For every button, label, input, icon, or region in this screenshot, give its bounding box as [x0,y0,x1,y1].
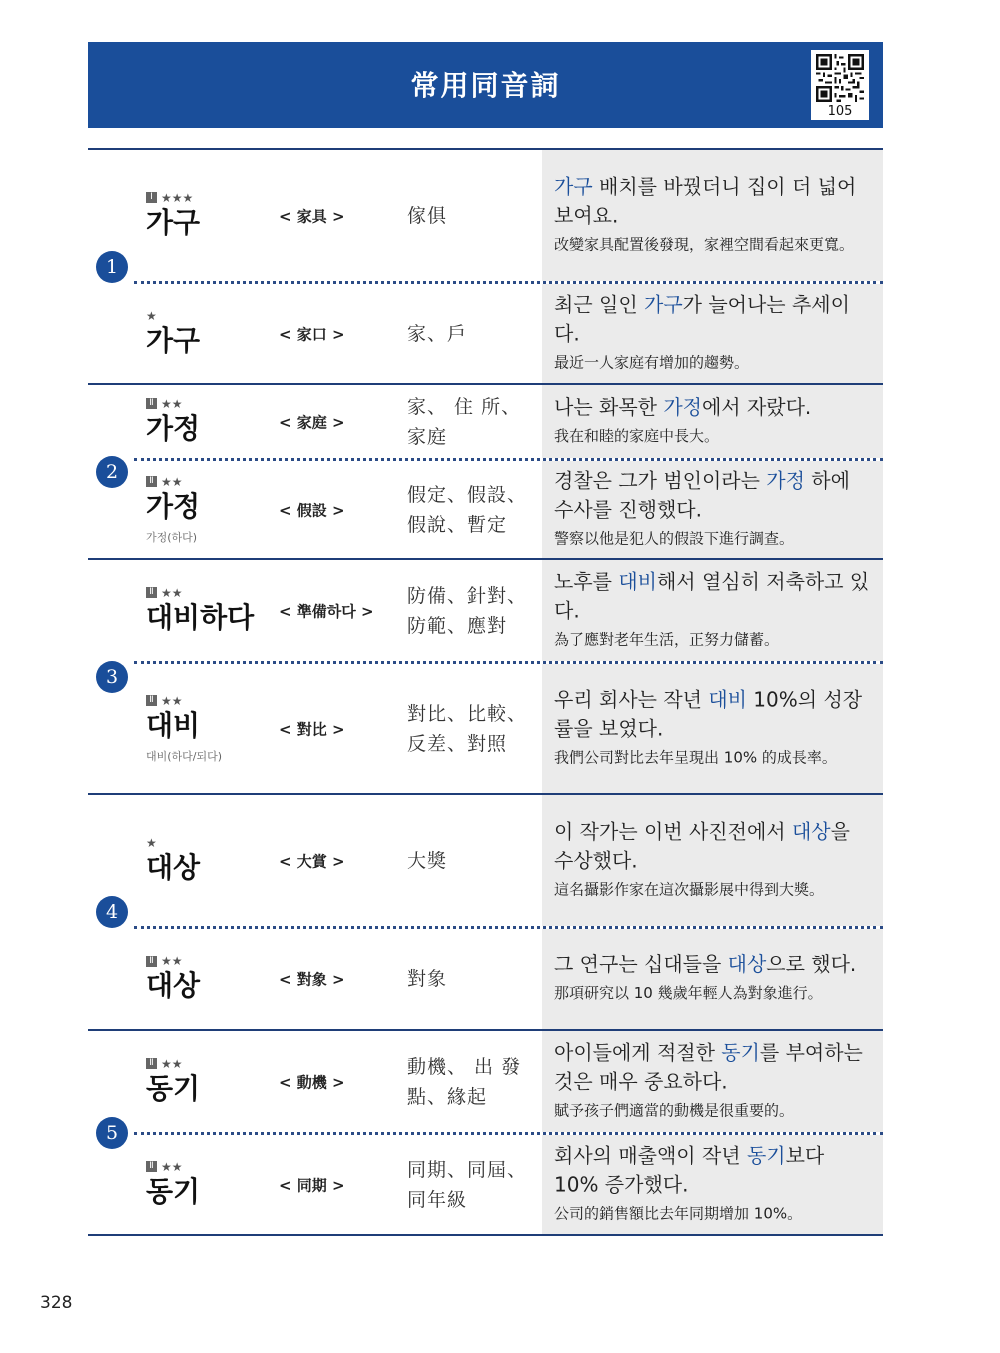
level-badge: Ⅱ [146,587,157,598]
example-translation: 改變家具配置後發現，家裡空間看起來更寬。 [554,235,855,253]
example-korean: 우리 회사는 작년 대비 10%의 성장률을 보였다. [554,687,863,740]
derivative-form: 대비(하다/되다) [146,749,223,763]
meaning-line: 動機、 出 發 [407,1055,522,1078]
meaning-text [407,201,447,231]
frequency-stars: ★ [146,835,157,850]
meaning-cell [407,284,537,383]
entry-row [88,1031,883,1132]
meaning-line: 同期、同屆、 [407,1158,528,1181]
group-number-badge: 4 [96,896,128,928]
headword: 대비 [146,708,201,742]
homophone-group [88,1029,883,1236]
meaning-text [407,392,521,452]
meaning-cell [407,664,537,793]
meaning-line: 家庭 [407,425,448,448]
homophone-group [88,148,883,383]
word-cell [146,385,276,458]
meaning-line: 點、緣起 [407,1085,488,1108]
highlighted-word: 대비 [708,687,747,711]
headword: 대상 [146,850,201,884]
qr-code-box[interactable] [811,50,869,120]
hanja-cell [279,1031,389,1132]
highlighted-word: 동기 [721,1040,760,1064]
hanja-cell [279,284,389,383]
example-translation: 賦予孩子們適當的動機是很重要的。 [554,1101,795,1119]
headword: 동기 [146,1174,201,1208]
example-translation: 警察以他是犯人的假設下進行調查。 [554,529,795,547]
word-cell [146,664,276,793]
hanja-cell [279,795,389,926]
homophone-group [88,383,883,558]
example-korean: 그 연구는 십대들을 대상으로 했다. [554,952,857,976]
hanja-label: < 對比 > [279,720,345,738]
meaning-cell [407,795,537,926]
entry-row [134,281,883,383]
example-cell [542,560,883,661]
hanja-cell [279,385,389,458]
example-korean: 회사의 매출액이 작년 동기보다 10% 증가했다. [554,1143,825,1196]
meaning-cell [407,1031,537,1132]
headword: 가구 [146,323,201,357]
example-cell [542,1135,883,1234]
page-title: 常用同音詞 [410,69,561,102]
example-translation: 我們公司對比去年呈現出 10% 的成長率。 [554,748,837,766]
qr-track-number: 105 [827,104,853,119]
meaning-line: 假定、假設、 [407,483,528,506]
meaning-line: 大獎 [407,849,448,872]
example-korean: 가구 배치를 바꿨더니 집이 더 넓어 보여요. [554,174,857,227]
example-translation: 公司的銷售額比去年同期增加 10%。 [554,1204,803,1222]
example-cell [542,1031,883,1132]
word-cell [146,795,276,926]
frequency-stars: ★★ [161,954,183,968]
hanja-label: < 同期 > [279,1176,345,1194]
word-cell [146,284,276,383]
qr-code-icon[interactable] [816,54,864,102]
meaning-cell [407,150,537,281]
word-cell [146,1031,276,1132]
group-number-badge: 3 [96,661,128,693]
level-badge: Ⅱ [146,1058,157,1069]
meaning-line: 防範、應對 [407,614,508,637]
word-cell [146,560,276,661]
hanja-cell [279,664,389,793]
frequency-stars: ★★ [161,396,183,411]
homophone-table [88,148,883,1236]
meaning-line: 對象 [407,968,448,990]
headword: 가정 [146,489,201,523]
hanja-cell [279,461,389,558]
entry-row [134,1132,883,1234]
example-cell [542,461,883,558]
hanja-label: < 假設 > [279,501,345,519]
meaning-line: 家、戶 [407,322,468,345]
group-number-badge: 1 [96,251,128,283]
word-cell [146,1135,276,1234]
group-number-badge: 2 [96,456,128,488]
level-badge: Ⅱ [146,956,157,967]
meaning-line: 假說、暫定 [407,513,508,536]
meaning-line: 防備、針對、 [407,584,528,607]
highlighted-word: 동기 [746,1143,786,1167]
hanja-cell [279,929,389,1029]
highlighted-word: 가구 [644,292,683,316]
meaning-line: 同年級 [407,1188,468,1211]
word-cell [146,929,276,1029]
example-korean: 나는 화목한 가정에서 자랐다. [554,394,812,419]
example-translation: 為了應對老年生活，正努力儲蓄。 [554,630,780,648]
hanja-cell [279,560,389,661]
example-korean: 노후를 대비해서 열심히 저축하고 있다. [554,569,870,622]
word-cell [146,150,276,281]
example-translation: 最近一人家庭有增加的趨勢。 [554,353,750,371]
group-number-badge: 5 [96,1117,128,1149]
entry-row [88,385,883,458]
highlighted-word: 대비 [618,569,657,593]
hanja-cell [279,1135,389,1234]
example-cell [542,795,883,926]
example-translation: 這名攝影作家在這次攝影展中得到大獎。 [554,880,825,898]
frequency-stars: ★★★ [161,190,194,205]
meaning-cell [407,560,537,661]
frequency-stars: ★ [146,308,157,323]
example-korean: 최근 일인 가구가 늘어나는 추세이다. [554,292,850,345]
hanja-label: < 準備하다 > [279,602,374,620]
example-korean: 이 작가는 이번 사진전에서 대상을 수상했다. [554,819,850,872]
hanja-label: < 家具 > [279,207,345,225]
meaning-cell [407,1135,537,1234]
entry-row [134,661,883,793]
headword: 동기 [146,1071,201,1105]
meaning-text [407,964,447,994]
page-header [88,42,883,128]
meaning-line: 傢俱 [407,204,448,227]
meaning-line: 家、 住 所、 [407,395,522,418]
hanja-label: < 對象 > [279,970,345,989]
level-badge: Ⅰ [146,192,157,203]
frequency-stars: ★★ [161,693,183,708]
meaning-text [407,480,527,540]
entry-row [134,458,883,558]
meaning-text [407,1155,527,1215]
headword: 대상 [146,969,201,1002]
meaning-text [407,846,447,876]
hanja-cell [279,150,389,281]
meaning-line: 對比、比較、 [407,702,528,725]
highlighted-word: 가정 [663,394,702,419]
meaning-text [407,581,527,641]
meaning-line: 反差、對照 [407,732,508,755]
frequency-stars: ★★ [161,1056,183,1071]
example-cell [542,929,883,1029]
example-translation: 我在和睦的家庭中長大。 [554,426,720,445]
highlighted-word: 대상 [727,952,767,976]
highlighted-word: 가정 [766,468,805,492]
headword: 가구 [146,205,201,239]
example-cell [542,284,883,383]
example-translation: 那項研究以 10 幾歲年輕人為對象進行。 [554,984,823,1002]
homophone-group [88,558,883,793]
entry-row [88,795,883,926]
example-cell [542,385,883,458]
hanja-label: < 家口 > [279,325,345,343]
level-badge: Ⅱ [146,476,157,487]
meaning-cell [407,461,537,558]
headword: 가정 [146,411,201,445]
example-cell [542,664,883,793]
meaning-text [407,319,467,349]
meaning-text [407,699,527,759]
example-korean: 아이들에게 적절한 동기를 부여하는 것은 매우 중요하다. [554,1040,863,1093]
entry-row [88,150,883,281]
page-number: 328 [40,1293,73,1313]
example-cell [542,150,883,281]
frequency-stars: ★★ [161,585,183,600]
entry-row [134,926,883,1029]
homophone-group [88,793,883,1029]
frequency-stars: ★★ [161,1159,183,1174]
hanja-label: < 大賞 > [279,852,345,870]
derivative-form: 가정(하다) [146,530,198,544]
meaning-cell [407,385,537,458]
example-korean: 경찰은 그가 범인이라는 가정 하에 수사를 진행했다. [554,468,850,521]
headword: 대비하다 [146,600,255,634]
highlighted-word: 대상 [791,819,831,843]
frequency-stars: ★★ [161,474,183,489]
hanja-label: < 動機 > [279,1073,345,1091]
highlighted-word: 가구 [554,174,593,198]
word-cell [146,461,276,558]
level-badge: Ⅱ [146,398,157,409]
meaning-cell [407,929,537,1029]
level-badge: Ⅱ [146,1161,157,1172]
hanja-label: < 家庭 > [279,413,345,431]
meaning-text [407,1052,521,1112]
level-badge: Ⅱ [146,695,157,706]
entry-row [88,560,883,661]
